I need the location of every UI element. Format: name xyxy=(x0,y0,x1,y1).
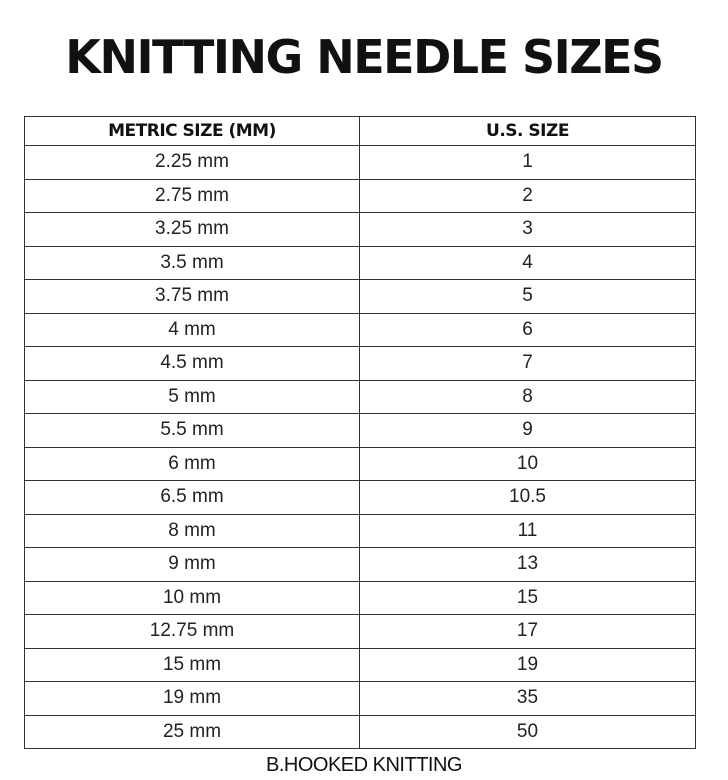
table-row xyxy=(25,280,696,314)
metric-size-cell: 6 mm xyxy=(25,447,360,481)
page-title: KNITTING NEEDLE SIZES xyxy=(65,30,663,84)
metric-size-cell: 12.75 mm xyxy=(25,615,360,649)
us-size-cell: 2 xyxy=(360,179,696,213)
table-row xyxy=(25,246,696,280)
metric-size-cell: 4.5 mm xyxy=(25,347,360,381)
us-size-cell: 50 xyxy=(360,715,696,749)
us-size-cell: 19 xyxy=(360,648,696,682)
footer-credit: B.HOOKED KNITTING xyxy=(266,754,462,776)
table-row xyxy=(25,715,696,749)
metric-size-cell: 25 mm xyxy=(25,715,360,749)
table-row xyxy=(25,313,696,347)
metric-size-cell: 2.75 mm xyxy=(25,179,360,213)
us-size-cell: 5 xyxy=(360,280,696,314)
us-size-cell: 3 xyxy=(360,213,696,247)
table-row xyxy=(25,146,696,180)
metric-size-cell: 3.75 mm xyxy=(25,280,360,314)
table-row xyxy=(25,380,696,414)
us-size-cell: 35 xyxy=(360,682,696,716)
us-size-cell: 13 xyxy=(360,548,696,582)
us-size-cell: 10 xyxy=(360,447,696,481)
table-row xyxy=(25,179,696,213)
table-row xyxy=(25,514,696,548)
metric-size-cell: 3.5 mm xyxy=(25,246,360,280)
table-row xyxy=(25,481,696,515)
us-size-cell: 10.5 xyxy=(360,481,696,515)
us-size-cell: 6 xyxy=(360,313,696,347)
us-size-cell: 11 xyxy=(360,514,696,548)
metric-size-cell: 8 mm xyxy=(25,514,360,548)
table-row xyxy=(25,581,696,615)
us-size-cell: 9 xyxy=(360,414,696,448)
us-size-cell: 7 xyxy=(360,347,696,381)
metric-size-cell: 9 mm xyxy=(25,548,360,582)
column-header-metric: METRIC SIZE (MM) xyxy=(25,117,360,146)
us-size-cell: 15 xyxy=(360,581,696,615)
us-size-cell: 1 xyxy=(360,146,696,180)
table-row xyxy=(25,548,696,582)
metric-size-cell: 2.25 mm xyxy=(25,146,360,180)
table-row xyxy=(25,648,696,682)
metric-size-cell: 4 mm xyxy=(25,313,360,347)
column-header-us: U.S. SIZE xyxy=(360,117,696,146)
metric-size-cell: 3.25 mm xyxy=(25,213,360,247)
us-size-cell: 4 xyxy=(360,246,696,280)
table-row xyxy=(25,447,696,481)
us-size-cell: 8 xyxy=(360,380,696,414)
table-row xyxy=(25,682,696,716)
table-header-row xyxy=(25,117,696,146)
table-row xyxy=(25,347,696,381)
metric-size-cell: 5.5 mm xyxy=(25,414,360,448)
metric-size-cell: 15 mm xyxy=(25,648,360,682)
us-size-cell: 17 xyxy=(360,615,696,649)
table-row xyxy=(25,414,696,448)
metric-size-cell: 5 mm xyxy=(25,380,360,414)
needle-size-table xyxy=(24,116,696,749)
metric-size-cell: 19 mm xyxy=(25,682,360,716)
metric-size-cell: 10 mm xyxy=(25,581,360,615)
table-row xyxy=(25,213,696,247)
table-row xyxy=(25,615,696,649)
metric-size-cell: 6.5 mm xyxy=(25,481,360,515)
